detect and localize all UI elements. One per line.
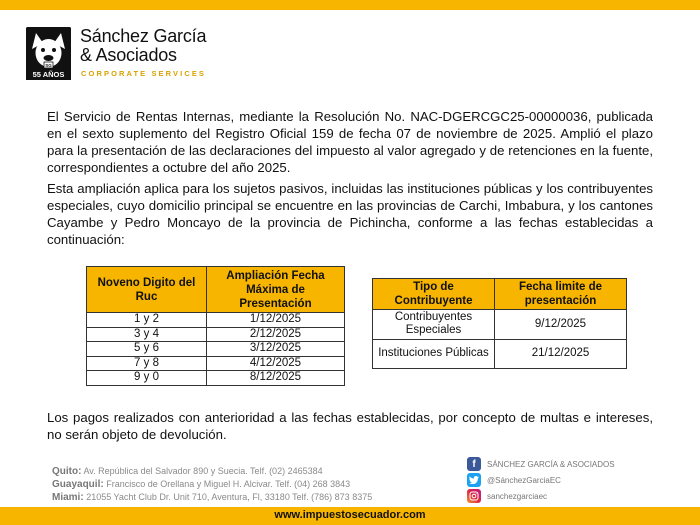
table-cell: 9 y 0 bbox=[87, 371, 207, 386]
brand-name bbox=[80, 27, 206, 65]
address-quito bbox=[52, 466, 323, 477]
table-cell: 9/12/2025 bbox=[495, 310, 627, 340]
top-accent-bar bbox=[0, 0, 700, 10]
address-label: Miami: bbox=[52, 492, 84, 503]
table-row bbox=[373, 339, 627, 369]
brand-name-line1: Sánchez García bbox=[80, 26, 207, 46]
address-label: Quito: bbox=[52, 466, 82, 477]
column-header: Noveno Digito del Ruc bbox=[87, 267, 207, 313]
ruc-dates-table bbox=[86, 266, 345, 386]
taxpayer-type-table bbox=[372, 278, 627, 369]
address-text: 21055 Yacht Club Dr. Unit 710, Aventura, Fl, 33180 Telf. (786) 873 8375 bbox=[86, 492, 373, 502]
table-cell: 3/12/2025 bbox=[207, 342, 345, 357]
table-row bbox=[87, 342, 345, 357]
brand-name-line2: & Asociados bbox=[80, 45, 177, 65]
table-header-row bbox=[87, 267, 345, 313]
instagram-camera-icon bbox=[469, 491, 479, 501]
column-header: Fecha limite de presentación bbox=[495, 279, 627, 310]
table-row bbox=[87, 313, 345, 328]
instagram-handle: sanchezgarciaec bbox=[487, 491, 548, 501]
table-cell: Instituciones Públicas bbox=[373, 339, 495, 369]
twitter-handle: @SánchezGarciaEC bbox=[487, 475, 561, 485]
website-link[interactable]: www.impuestosecuador.com bbox=[274, 509, 426, 521]
refund-note-paragraph: Los pagos realizados con anterioridad a las fechas establecidas, por concepto de multas e intereses, no serán objeto de devolución. bbox=[47, 410, 653, 442]
instagram-link[interactable] bbox=[467, 489, 547, 503]
instagram-icon bbox=[467, 489, 481, 503]
column-header: Tipo de Contribuyente bbox=[373, 279, 495, 310]
twitter-bird-icon bbox=[469, 476, 479, 484]
twitter-icon bbox=[467, 473, 481, 487]
table-cell: 4/12/2025 bbox=[207, 356, 345, 371]
intro-paragraph: El Servicio de Rentas Internas, mediante la Resolución No. NAC-DGERCGC25-00000036, publicada en el sexto suplemento del Registro Oficial 159 de fecha 07 de noviembre de 2025. Amplió el plazo para la presentación de las declaraciones del impuesto al valor agregado y de retenciones en la fuente, correspondientes a octubre del año 2025. bbox=[47, 109, 653, 175]
table-row bbox=[87, 356, 345, 371]
facebook-link[interactable] bbox=[467, 457, 615, 471]
table-cell: 7 y 8 bbox=[87, 356, 207, 371]
table-cell: 1/12/2025 bbox=[207, 313, 345, 328]
address-label: Guayaquil: bbox=[52, 479, 104, 490]
logo-years-label: 55 AÑOS bbox=[26, 69, 71, 80]
address-guayaquil bbox=[52, 479, 350, 490]
table-cell: 21/12/2025 bbox=[495, 339, 627, 369]
table-row bbox=[373, 310, 627, 340]
table-header-row bbox=[373, 279, 627, 310]
table-row bbox=[87, 327, 345, 342]
table-cell: 3 y 4 bbox=[87, 327, 207, 342]
facebook-icon: f bbox=[467, 457, 481, 471]
brand-tagline: CORPORATE SERVICES bbox=[81, 69, 207, 78]
table-row bbox=[87, 371, 345, 386]
facebook-handle: SÁNCHEZ GARCÍA & ASOCIADOS bbox=[487, 459, 615, 469]
address-text: Francisco de Orellana y Miguel H. Alcivar. Telf. (04) 268 3843 bbox=[106, 479, 351, 489]
table-cell: 1 y 2 bbox=[87, 313, 207, 328]
column-header: Ampliación Fecha Máxima de Presentación bbox=[207, 267, 345, 313]
table-cell: 8/12/2025 bbox=[207, 371, 345, 386]
table-cell: 5 y 6 bbox=[87, 342, 207, 357]
scope-paragraph: Esta ampliación aplica para los sujetos pasivos, incluidas las instituciones públicas y los contribuyentes especiales, cuyo domicilio principal se encuentre en las provincias de Carchi, Imbabura, y los cantones Cayambe y Pedro Moncayo de la provincia de Pichincha, conforme a las fechas establecidas a continuación: bbox=[47, 181, 653, 247]
address-text: Av. República del Salvador 890 y Suecia. Telf. (02) 2465384 bbox=[83, 466, 323, 476]
address-miami bbox=[52, 492, 372, 503]
twitter-link[interactable] bbox=[467, 473, 561, 487]
svg-text:SG: SG bbox=[45, 63, 52, 68]
table-cell: Contribuyentes Especiales bbox=[373, 310, 495, 340]
table-cell: 2/12/2025 bbox=[207, 327, 345, 342]
